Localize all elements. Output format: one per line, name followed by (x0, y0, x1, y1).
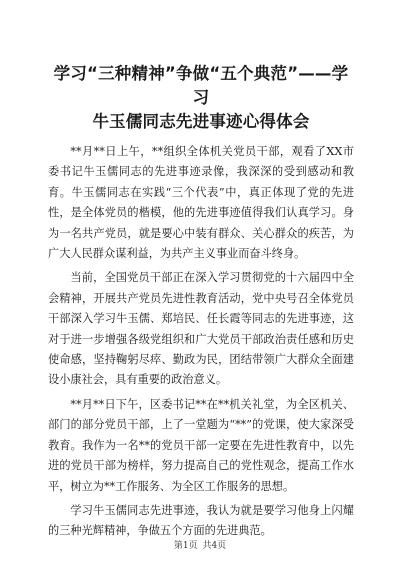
page-footer (0, 540, 400, 552)
paragraph-3: **月**日下午，区委书记**在**机关礼堂，为全区机关、部门的部分党员干部，上了一堂题为“**”的党课，使大家深受教育。我作为一名**的党员干部一定要在先进性教育中，以先进的党员干部为榜样，努力提高自己的党性观念，提高工作水平，树立为**工作服务、为全区工作服务的思想。 (48, 397, 354, 493)
paragraph-2: 当前，全国党员干部正在深入学习贯彻党的十六届四中全会精神，开展共产党员先进性教育活动，党中央号召全体党员干部深入学习牛玉儒、郑培民、任长霞等同志的先进事迹，这对于进一步增强各级党组织和广大党员干部政治责任感和历史使命感，坚持鞠躬尽瘁、勤政为民，团结带领广大群众全面建设小康社会，具有重要的政治意义。 (48, 271, 354, 387)
title-line-2: 牛玉儒同志先进事迹心得体会 (92, 112, 310, 131)
document-title (48, 62, 354, 134)
paragraph-4: 学习牛玉儒同志先进事迹，我认为就是要学习他身上闪耀的三种光辉精神，争做五个方面的先进典范。 (48, 503, 354, 538)
page-total: 共4页 (202, 541, 227, 551)
title-line-1: 学习“三种精神”争做“五个典范”——学习 (53, 64, 349, 107)
paragraph-1: **月**日上午，**组织全体机关党员干部，观看了XX市委书记牛玉儒同志的先进事迹录像，我深深的受到感动和教育。牛玉儒同志在实践“三个代表”中，真正体现了党的先进性，是全体党员的楷模，他的先进事迹值得我们认真学习。身为一名共产党员，就是要心中装有群众、关心群众的疾苦，为广大人民群众谋利益，为共产主义事业而奋斗终身。 (48, 145, 354, 261)
page-number: 第1页 (173, 541, 198, 551)
